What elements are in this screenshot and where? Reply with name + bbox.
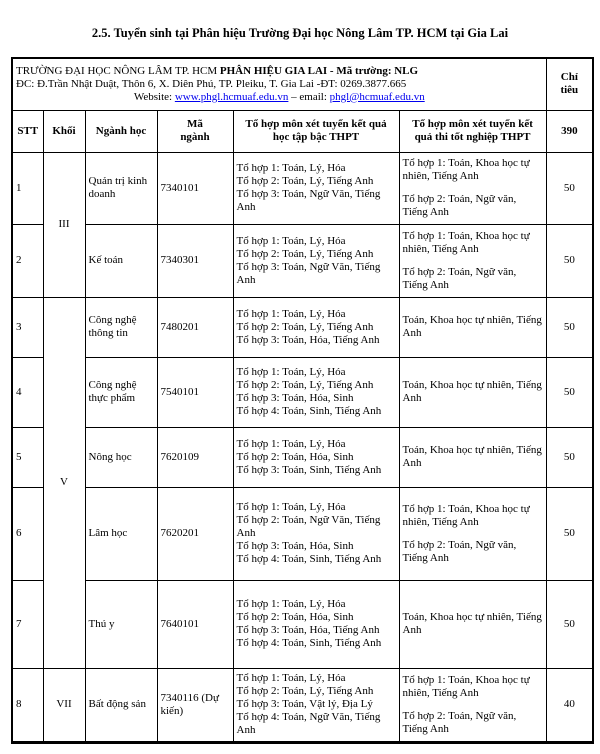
stt-cell: 5 — [12, 427, 43, 487]
combo-exam-cell — [399, 668, 546, 742]
text-line: Tổ hợp 2: Toán, Ngữ văn, Tiếng Anh — [402, 709, 517, 735]
combo-transcript-cell — [233, 357, 399, 427]
ma-nganh-cell: 7340101 — [157, 152, 233, 224]
text-line: Tổ hợp 3: Toán, Ngữ Văn, Tiếng Anh — [236, 188, 381, 213]
table-row — [12, 668, 593, 742]
ma-nganh-cell: 7480201 — [157, 297, 233, 357]
text-line: Toán, Khoa học tự nhiên, Tiếng Anh — [402, 379, 542, 404]
text-line: Tổ hợp 1: Toán, Lý, Hóa — [236, 307, 346, 320]
text-line: Tổ hợp 4: Toán, Ngữ Văn, Tiếng Anh — [236, 711, 381, 736]
text-line: Tổ hợp 2: Toán, Ngữ văn, Tiếng Anh — [402, 193, 517, 218]
table-row — [12, 487, 593, 580]
combo-transcript-cell — [233, 487, 399, 580]
stt-cell: 3 — [12, 297, 43, 357]
combo-transcript-cell — [233, 224, 399, 297]
text-line: Toán, Khoa học tự nhiên, Tiếng Anh — [402, 314, 542, 339]
email-link[interactable]: phgl@hcmuaf.edu.vn — [329, 90, 425, 103]
quota-cell: 50 — [546, 580, 593, 668]
quota-cell: 50 — [546, 224, 593, 297]
website-link[interactable]: www.phgl.hcmuaf.edu.vn — [174, 90, 289, 103]
text-line: Tổ hợp 2: Toán, Lý, Tiếng Anh — [236, 320, 374, 333]
text-line: Tổ hợp 2: Toán, Lý, Tiếng Anh — [236, 379, 374, 391]
school-name-bold: PHÂN HIỆU GIA LAI - Mã trường: NLG — [219, 64, 419, 77]
text-line: Tổ hợp 2: Toán, Ngữ Văn, Tiếng Anh — [236, 514, 381, 539]
text-line: Toán, Khoa học tự nhiên, Tiếng Anh — [402, 444, 542, 469]
header-combo-transcript: Tổ hợp môn xét tuyển kết quả học tập bậc THPT — [233, 110, 399, 152]
school-contact-line — [16, 91, 543, 104]
combo-exam-cell — [399, 357, 546, 427]
ma-nganh-cell: 7620201 — [157, 487, 233, 580]
text-line: Tổ hợp 1: Toán, Lý, Hóa — [236, 437, 346, 450]
text-line: Tổ hợp 2: Toán, Lý, Tiếng Anh — [236, 175, 374, 187]
nganh-cell: Nông học — [85, 427, 157, 487]
school-address-line: ĐC: Đ.Trần Nhật Duật, Thôn 6, X. Diên Phú, TP. Pleiku, T. Gia Lai -ĐT: 0269.3877.665 — [16, 77, 407, 90]
header-ma-nganh — [157, 110, 233, 152]
section-title: 2.5. Tuyển sinh tại Phân hiệu Trường Đại học Nông Lâm TP. HCM tại Gia Lai — [91, 26, 509, 40]
nganh-cell: Bất động sản — [85, 668, 157, 742]
combo-transcript-cell — [233, 152, 399, 224]
text-line: Tổ hợp 1: Toán, Lý, Hóa — [236, 234, 346, 247]
khoi-cell-vii: VII — [43, 668, 85, 742]
table-row — [12, 224, 593, 297]
text-line: Tổ hợp 1: Toán, Khoa học tự nhiên, Tiếng Anh — [402, 229, 530, 255]
stt-cell: 7 — [12, 580, 43, 668]
quota-header-label: Chỉ tiêu — [560, 71, 579, 97]
text-line: Tổ hợp 3: Toán, Vật lý, Địa Lý — [236, 698, 373, 710]
header-combo-exam: Tổ hợp môn xét tuyển kết quả thi tốt nghiệp THPT — [399, 110, 546, 152]
text-line: Tổ hợp 3: Toán, Ngữ Văn, Tiếng Anh — [236, 260, 381, 286]
header-nganh: Ngành học — [85, 110, 157, 152]
column-header-row — [12, 110, 593, 152]
combo-exam-cell — [399, 152, 546, 224]
text-line: Tổ hợp 2: Toán, Ngữ văn, Tiếng Anh — [402, 538, 517, 564]
quota-cell: 50 — [546, 297, 593, 357]
text-line: Tổ hợp 1: Toán, Lý, Hóa — [236, 672, 346, 684]
table-row — [12, 427, 593, 487]
text-line: Tổ hợp 3: Toán, Hóa, Sinh — [236, 540, 354, 552]
header-ma-nganh-label: Mã ngành — [180, 118, 210, 143]
combo-exam-cell — [399, 224, 546, 297]
text-line: Tổ hợp 3: Toán, Sinh, Tiếng Anh — [236, 463, 382, 476]
text-line: Tổ hợp 1: Toán, Lý, Hóa — [236, 501, 346, 513]
combo-exam-cell — [399, 487, 546, 580]
text-line: Tổ hợp 1: Toán, Khoa học tự nhiên, Tiếng Anh — [402, 502, 530, 528]
quota-cell: 50 — [546, 487, 593, 580]
stt-cell: 1 — [12, 152, 43, 224]
school-info-cell — [12, 58, 546, 110]
combo-transcript-cell — [233, 580, 399, 668]
khoi-cell-v: V — [43, 297, 85, 668]
email-label: – email: — [288, 90, 330, 103]
text-line: Tổ hợp 2: Toán, Lý, Tiếng Anh — [236, 247, 374, 260]
combo-exam-cell — [399, 580, 546, 668]
text-line: Tổ hợp 2: Toán, Hóa, Sinh — [236, 611, 354, 623]
quota-cell: 50 — [546, 427, 593, 487]
text-line: Tổ hợp 4: Toán, Sinh, Tiếng Anh — [236, 637, 382, 649]
nganh-cell: Công nghệ thực phẩm — [85, 357, 157, 427]
combo-exam-cell — [399, 427, 546, 487]
ma-nganh-cell: 7340301 — [157, 224, 233, 297]
text-line: Tổ hợp 1: Toán, Khoa học tự nhiên, Tiếng Anh — [402, 673, 530, 699]
quota-cell: 40 — [546, 668, 593, 742]
ma-nganh-cell: 7640101 — [157, 580, 233, 668]
table-row — [12, 580, 593, 668]
nganh-cell: Thú y — [85, 580, 157, 668]
school-name-line — [16, 65, 543, 78]
text-line: Toán, Khoa học tự nhiên, Tiếng Anh — [402, 611, 542, 636]
stt-cell: 4 — [12, 357, 43, 427]
text-line: Tổ hợp 3: Toán, Hóa, Sinh — [236, 392, 354, 404]
ma-nganh-cell: 7340116 (Dự kiến) — [157, 668, 233, 742]
header-stt: STT — [12, 110, 43, 152]
nganh-cell: Lâm học — [85, 487, 157, 580]
text-line: Tổ hợp 4: Toán, Sinh, Tiếng Anh — [236, 553, 382, 565]
admissions-table — [11, 57, 594, 744]
text-line: Tổ hợp 1: Toán, Lý, Hóa — [236, 598, 346, 610]
stt-cell: 8 — [12, 668, 43, 742]
combo-transcript-cell — [233, 427, 399, 487]
nganh-cell: Quản trị kinh doanh — [85, 152, 157, 224]
website-label: Website: — [133, 90, 175, 103]
quota-cell: 50 — [546, 152, 593, 224]
table-row — [12, 152, 593, 224]
table-row — [12, 297, 593, 357]
nganh-cell: Công nghệ thông tin — [85, 297, 157, 357]
school-name-regular: TRƯỜNG ĐẠI HỌC NÔNG LÂM TP. HCM — [16, 64, 220, 77]
ma-nganh-cell: 7540101 — [157, 357, 233, 427]
combo-exam-cell — [399, 297, 546, 357]
khoi-cell-iii: III — [43, 152, 85, 297]
text-line: Tổ hợp 4: Toán, Sinh, Tiếng Anh — [236, 405, 382, 417]
total-quota-cell: 390 — [546, 110, 593, 152]
text-line: Tổ hợp 2: Toán, Lý, Tiếng Anh — [236, 685, 374, 697]
text-line: Tổ hợp 3: Toán, Hóa, Tiếng Anh — [236, 333, 380, 346]
text-line: Tổ hợp 1: Toán, Lý, Hóa — [236, 366, 346, 378]
table-row — [12, 357, 593, 427]
nganh-cell: Kế toán — [85, 224, 157, 297]
text-line: Tổ hợp 1: Toán, Khoa học tự nhiên, Tiếng Anh — [402, 157, 530, 182]
text-line: Tổ hợp 2: Toán, Hóa, Sinh — [236, 450, 354, 463]
ma-nganh-cell: 7620109 — [157, 427, 233, 487]
header-khoi: Khối — [43, 110, 85, 152]
text-line: Tổ hợp 3: Toán, Hóa, Tiếng Anh — [236, 624, 380, 636]
text-line: Tổ hợp 2: Toán, Ngữ văn, Tiếng Anh — [402, 265, 517, 291]
stt-cell: 2 — [12, 224, 43, 297]
quota-header-cell — [546, 58, 593, 110]
stt-cell: 6 — [12, 487, 43, 580]
quota-cell: 50 — [546, 357, 593, 427]
school-info-row — [12, 58, 593, 110]
combo-transcript-cell — [233, 668, 399, 742]
text-line: Tổ hợp 1: Toán, Lý, Hóa — [236, 162, 346, 174]
combo-transcript-cell — [233, 297, 399, 357]
